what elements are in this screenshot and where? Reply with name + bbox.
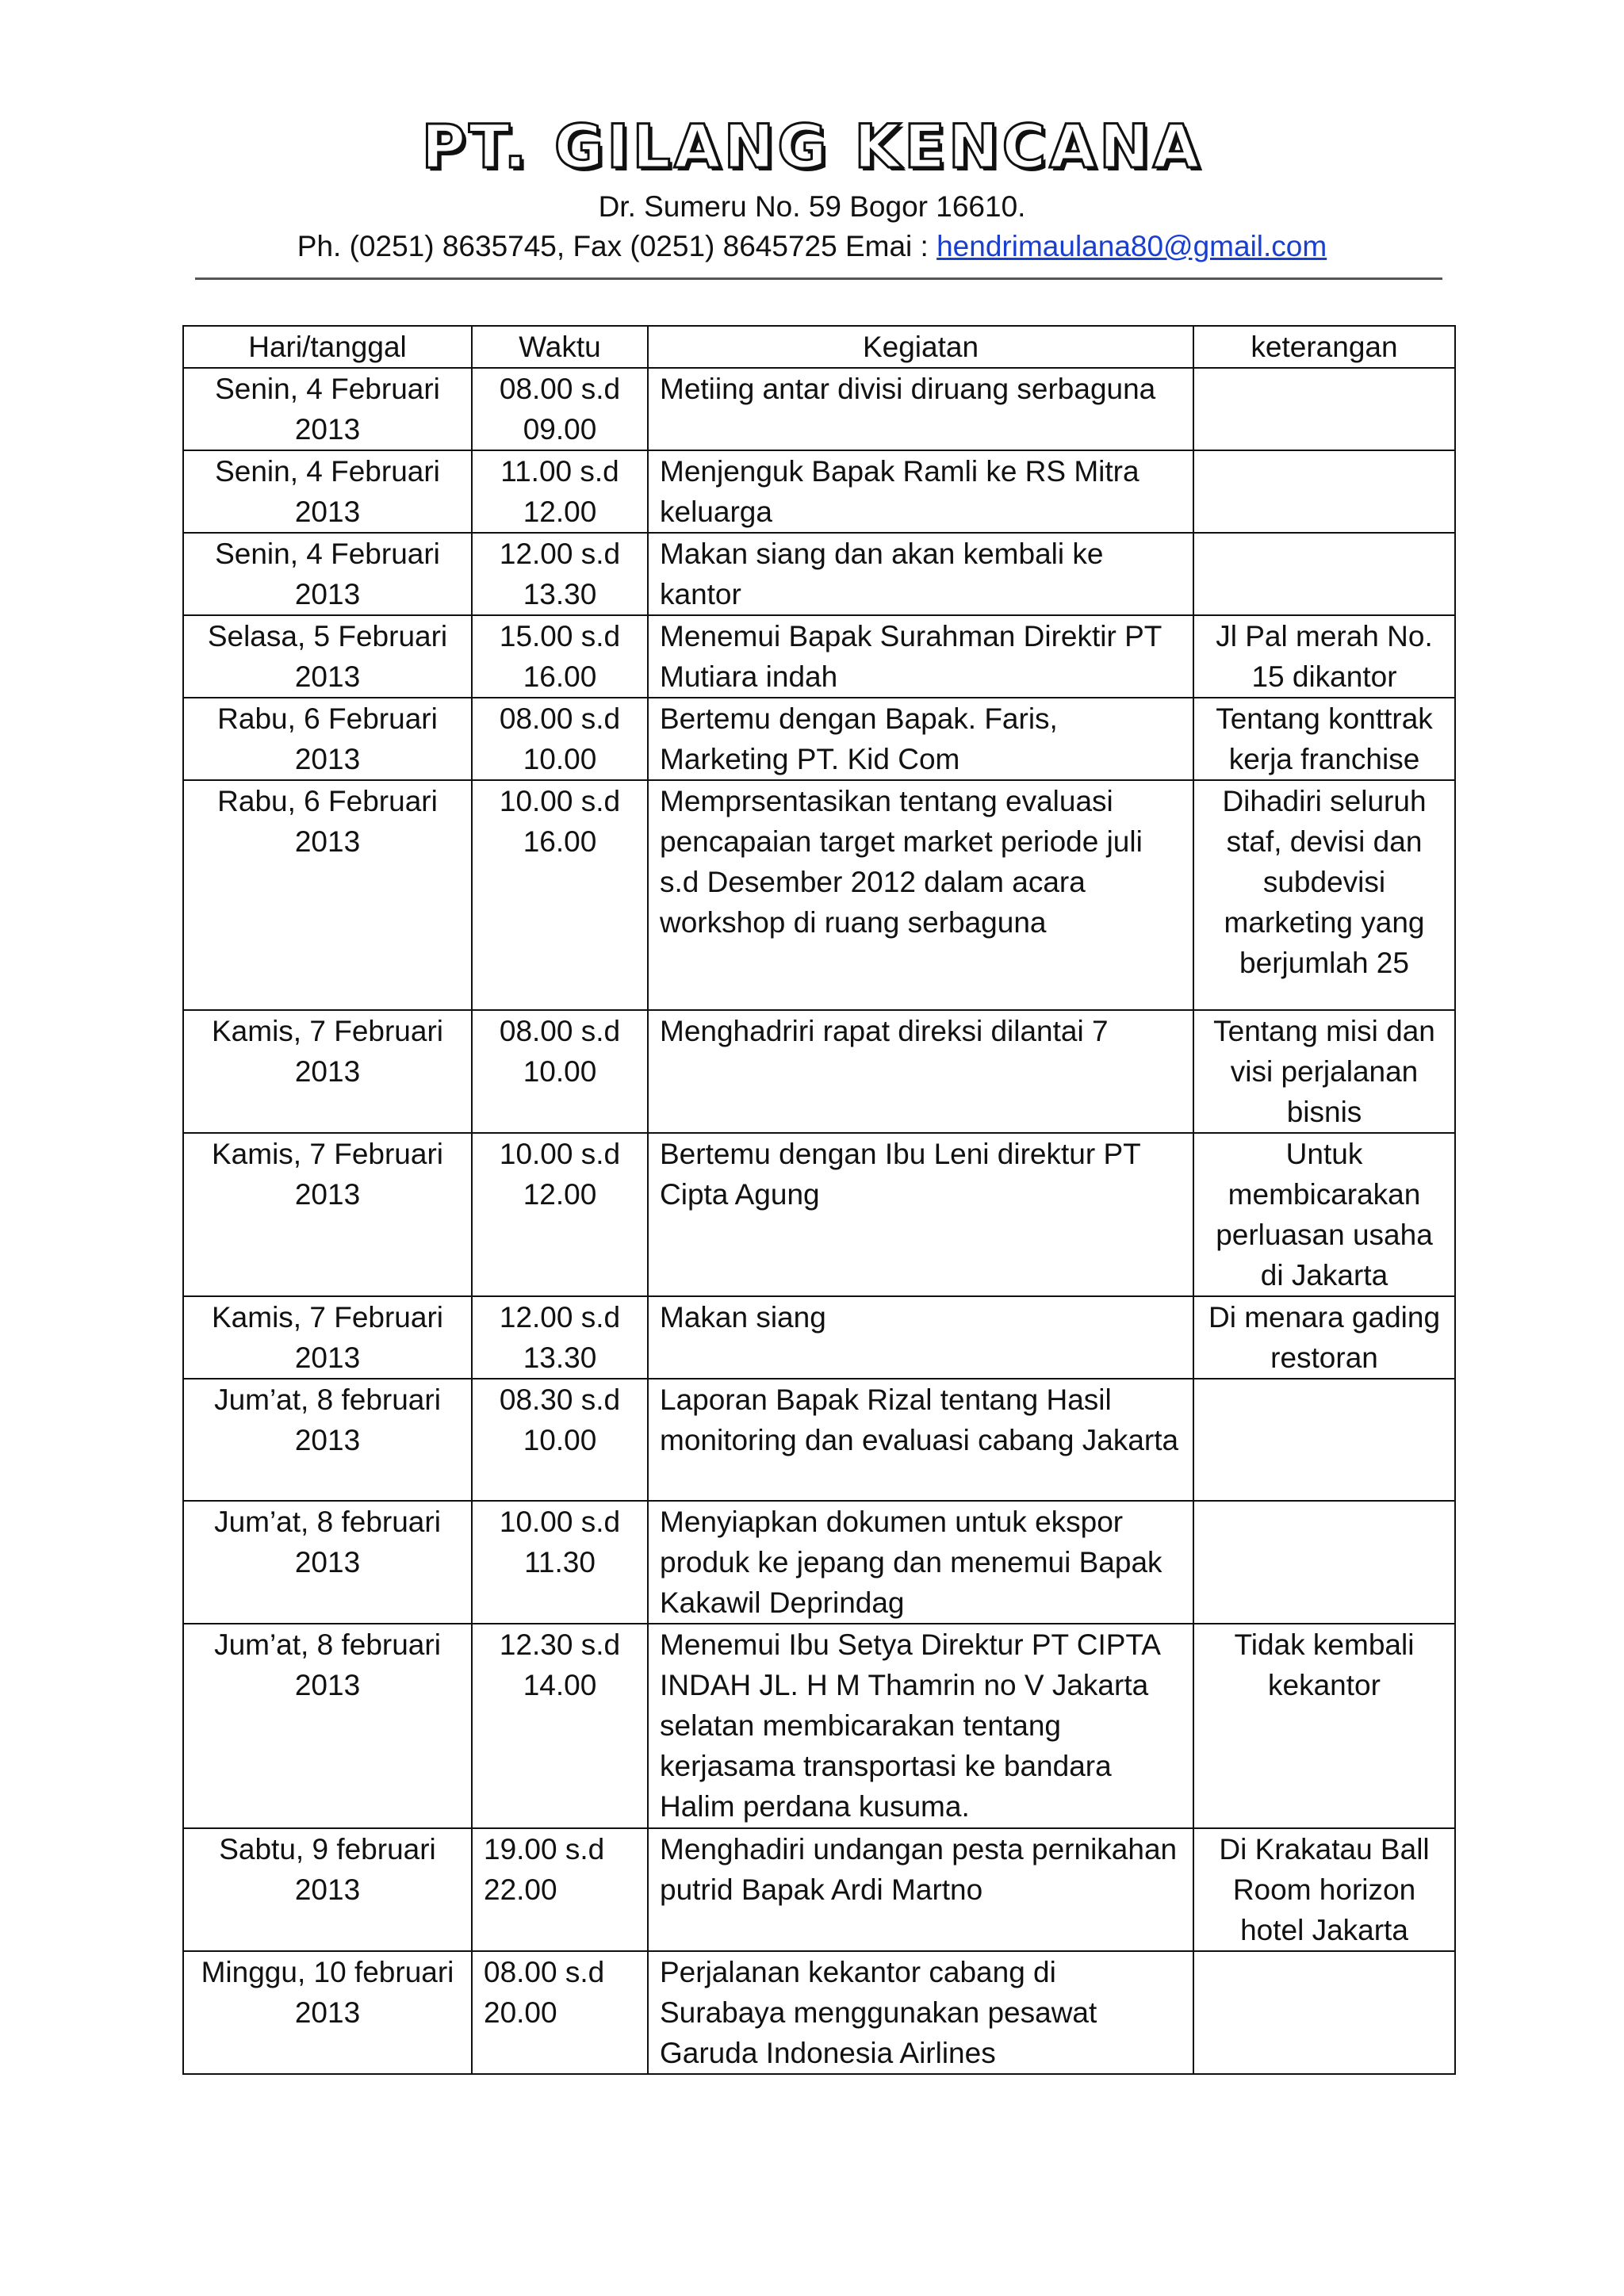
- table-row: [183, 1379, 1455, 1501]
- table-row: [183, 1010, 1455, 1133]
- table-row: [183, 1828, 1455, 1951]
- note-cell: [1193, 1501, 1455, 1624]
- table-row: [183, 1624, 1455, 1828]
- day-cell: Kamis, 7 Februari 2013: [183, 1133, 472, 1296]
- note-cell: Tentang konttrak kerja franchise: [1193, 698, 1455, 780]
- note-cell: [1193, 450, 1455, 533]
- day-cell: Sabtu, 9 februari 2013: [183, 1828, 472, 1951]
- time-cell: 10.00 s.d 11.30: [472, 1501, 648, 1624]
- letterhead: [0, 111, 1624, 266]
- day-cell: Senin, 4 Februari 2013: [183, 533, 472, 615]
- table-row: [183, 1501, 1455, 1624]
- activity-cell: Makan siang dan akan kembali ke kantor: [648, 533, 1193, 615]
- time-cell: 19.00 s.d 22.00: [472, 1828, 648, 1951]
- activity-cell: Metiing antar divisi diruang serbaguna: [648, 368, 1193, 450]
- time-cell: 11.00 s.d 12.00: [472, 450, 648, 533]
- day-cell: Senin, 4 Februari 2013: [183, 368, 472, 450]
- activity-cell: Menghadiri undangan pesta pernikahan putrid Bapak Ardi Martno: [648, 1828, 1193, 1951]
- note-cell: Di menara gading restoran: [1193, 1296, 1455, 1379]
- activity-cell: Menyiapkan dokumen untuk ekspor produk ke jepang dan menemui Bapak Kakawil Deprindag: [648, 1501, 1193, 1624]
- activity-cell: Menjenguk Bapak Ramli ke RS Mitra keluarga: [648, 450, 1193, 533]
- time-cell: 12.00 s.d 13.30: [472, 1296, 648, 1379]
- activity-cell: Bertemu dengan Bapak. Faris, Marketing PT. Kid Com: [648, 698, 1193, 780]
- day-cell: Kamis, 7 Februari 2013: [183, 1296, 472, 1379]
- time-cell: 08.00 s.d 09.00: [472, 368, 648, 450]
- day-cell: Jum’at, 8 februari 2013: [183, 1379, 472, 1501]
- note-cell: Tentang misi dan visi perjalanan bisnis: [1193, 1010, 1455, 1133]
- company-contact: [0, 227, 1624, 266]
- time-cell: 10.00 s.d 16.00: [472, 780, 648, 1010]
- day-cell: Rabu, 6 Februari 2013: [183, 698, 472, 780]
- day-cell: Senin, 4 Februari 2013: [183, 450, 472, 533]
- time-cell: 08.00 s.d 20.00: [472, 1951, 648, 2074]
- company-address: Dr. Sumeru No. 59 Bogor 16610.: [598, 190, 1026, 223]
- activity-cell: Menghadriri rapat direksi dilantai 7: [648, 1010, 1193, 1133]
- contact-phone-fax: Ph. (0251) 8635745, Fax (0251) 8645725 Emai :: [297, 230, 937, 262]
- table-row: [183, 1296, 1455, 1379]
- activity-cell: Bertemu dengan Ibu Leni direktur PT Cipta Agung: [648, 1133, 1193, 1296]
- note-cell: Tidak kembali kekantor: [1193, 1624, 1455, 1828]
- time-cell: 10.00 s.d 12.00: [472, 1133, 648, 1296]
- time-cell: 12.30 s.d 14.00: [472, 1624, 648, 1828]
- activity-cell: Perjalanan kekantor cabang di Surabaya menggunakan pesawat Garuda Indonesia Airlines: [648, 1951, 1193, 2074]
- table-row: [183, 1133, 1455, 1296]
- note-cell: [1193, 368, 1455, 450]
- day-cell: Kamis, 7 Februari 2013: [183, 1010, 472, 1133]
- header-day: Hari/tanggal: [183, 326, 472, 368]
- header-time: Waktu: [472, 326, 648, 368]
- table-row: [183, 533, 1455, 615]
- table-row: [183, 450, 1455, 533]
- time-cell: 12.00 s.d 13.30: [472, 533, 648, 615]
- day-cell: Selasa, 5 Februari 2013: [183, 615, 472, 698]
- day-cell: Minggu, 10 februari 2013: [183, 1951, 472, 2074]
- activity-cell: Memprsentasikan tentang evaluasi pencapaian target market periode juli s.d Desember 2012 dalam acara workshop di ruang serbaguna: [648, 780, 1193, 1010]
- time-cell: 08.00 s.d 10.00: [472, 698, 648, 780]
- activity-cell: Makan siang: [648, 1296, 1193, 1379]
- day-cell: Rabu, 6 Februari 2013: [183, 780, 472, 1010]
- time-cell: 08.30 s.d 10.00: [472, 1379, 648, 1501]
- company-name: PT. GILANG KENCANA: [421, 111, 1203, 182]
- day-cell: Jum’at, 8 februari 2013: [183, 1501, 472, 1624]
- table-row: [183, 698, 1455, 780]
- activity-cell: Menemui Ibu Setya Direktur PT CIPTA INDAH JL. H M Thamrin no V Jakarta selatan membicarakan tentang kerjasama transportasi ke bandara Halim perdana kusuma.: [648, 1624, 1193, 1828]
- note-cell: [1193, 1951, 1455, 2074]
- table-row: [183, 368, 1455, 450]
- note-cell: Di Krakatau Ball Room horizon hotel Jakarta: [1193, 1828, 1455, 1951]
- table-row: [183, 780, 1455, 1010]
- activity-cell: Laporan Bapak Rizal tentang Hasil monitoring dan evaluasi cabang Jakarta: [648, 1379, 1193, 1501]
- time-cell: 08.00 s.d 10.00: [472, 1010, 648, 1133]
- table-row: [183, 1951, 1455, 2074]
- schedule-table: [182, 325, 1456, 2075]
- header-divider: [195, 277, 1442, 280]
- activity-cell: Menemui Bapak Surahman Direktir PT Mutiara indah: [648, 615, 1193, 698]
- time-cell: 15.00 s.d 16.00: [472, 615, 648, 698]
- note-cell: [1193, 1379, 1455, 1501]
- table-header-row: [183, 326, 1455, 368]
- header-note: keterangan: [1193, 326, 1455, 368]
- note-cell: Dihadiri seluruh staf, devisi dan subdevisi marketing yang berjumlah 25: [1193, 780, 1455, 1010]
- day-cell: Jum’at, 8 februari 2013: [183, 1624, 472, 1828]
- email-link[interactable]: hendrimaulana80@gmail.com: [936, 230, 1327, 262]
- table-row: [183, 615, 1455, 698]
- note-cell: Untuk membicarakan perluasan usaha di Jakarta: [1193, 1133, 1455, 1296]
- note-cell: [1193, 533, 1455, 615]
- header-activity: Kegiatan: [648, 326, 1193, 368]
- note-cell: Jl Pal merah No. 15 dikantor: [1193, 615, 1455, 698]
